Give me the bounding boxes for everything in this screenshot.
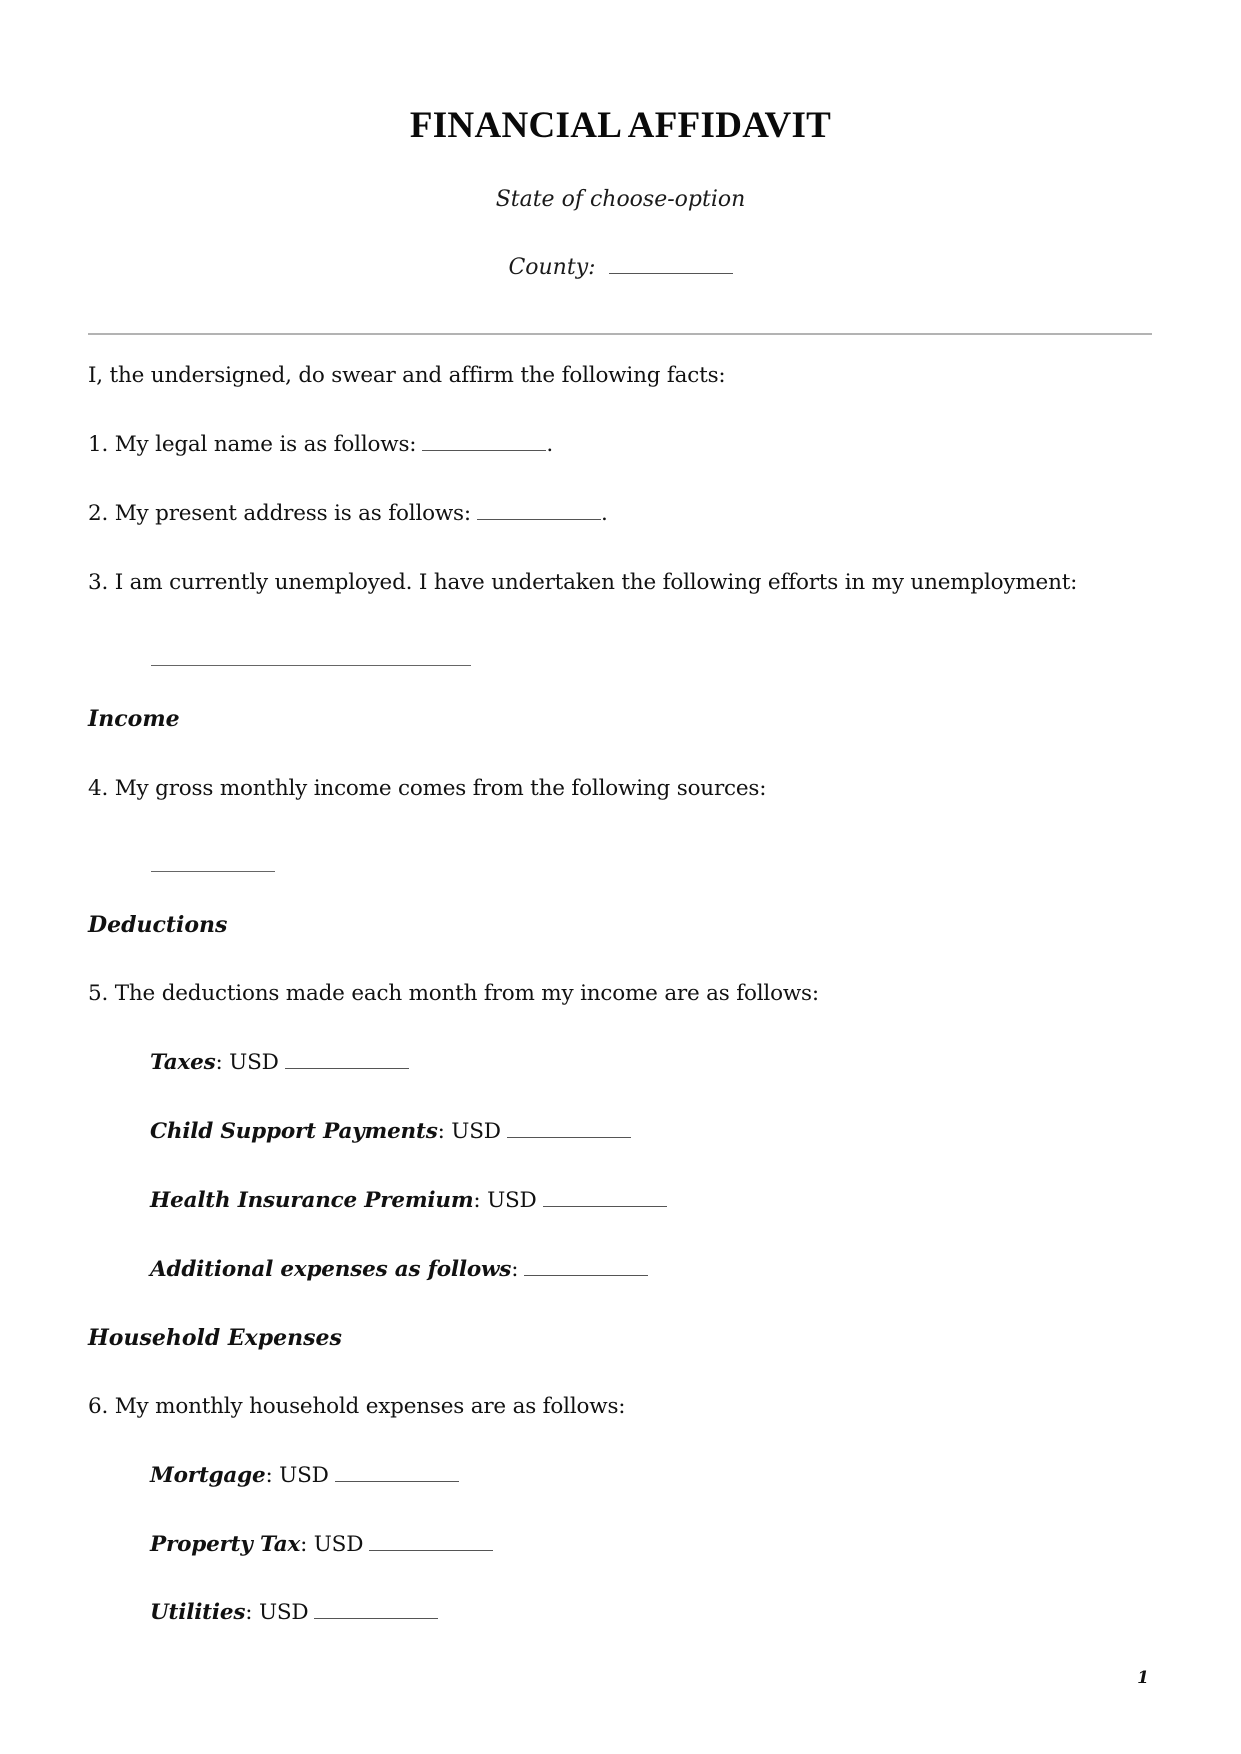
section-heading-deductions: Deductions — [88, 912, 228, 938]
household-property-tax — [150, 1532, 493, 1557]
address-blank[interactable] — [477, 518, 601, 520]
mortgage-blank[interactable] — [335, 1480, 459, 1482]
deduction-label: Child Support Payments — [150, 1119, 438, 1144]
item-deductions: 5. The deductions made each month from my income are as follows: — [88, 981, 819, 1006]
period: . — [600, 501, 608, 526]
item-household: 6. My monthly household expenses are as follows: — [88, 1394, 626, 1419]
child-support-blank[interactable] — [507, 1136, 631, 1138]
period: . — [546, 432, 553, 457]
currency-label: : USD — [245, 1600, 309, 1625]
county-line — [0, 255, 1241, 280]
currency-label: : USD — [300, 1532, 364, 1557]
deduction-taxes — [150, 1050, 409, 1075]
item-legal-name — [88, 432, 553, 457]
household-label: Property Tax — [150, 1532, 301, 1557]
currency-label: : USD — [437, 1119, 501, 1144]
household-label: Mortgage — [150, 1463, 266, 1488]
legal-name-blank[interactable] — [422, 449, 546, 451]
section-heading-household: Household Expenses — [88, 1325, 342, 1351]
page-number: 1 — [1137, 1668, 1149, 1688]
deduction-label: Health Insurance Premium — [150, 1188, 474, 1213]
county-label: County: — [508, 255, 596, 280]
county-blank[interactable] — [609, 272, 733, 274]
item-employment: 3. I am currently unemployed. I have undertaken the following efforts in my unemployment: — [88, 570, 1078, 595]
deduction-label: Taxes — [150, 1050, 216, 1075]
item-legal-name-text: 1. My legal name is as follows: — [88, 432, 417, 457]
currency-label: : USD — [215, 1050, 279, 1075]
item-address-text: 2. My present address is as follows: — [88, 501, 471, 526]
item-address — [88, 501, 608, 526]
intro-statement: I, the undersigned, do swear and affirm the following facts: — [88, 363, 726, 388]
deduction-label: Additional expenses as follows — [150, 1257, 512, 1282]
currency-label: : USD — [473, 1188, 537, 1213]
taxes-blank[interactable] — [285, 1067, 409, 1069]
utilities-blank[interactable] — [314, 1617, 438, 1619]
colon: : — [511, 1257, 519, 1282]
section-heading-income: Income — [88, 706, 180, 732]
health-insurance-blank[interactable] — [543, 1205, 667, 1207]
additional-expenses-blank[interactable] — [524, 1274, 648, 1276]
household-utilities — [150, 1600, 438, 1625]
deduction-additional-expenses — [150, 1257, 648, 1282]
income-sources-blank[interactable] — [151, 871, 275, 872]
item-income: 4. My gross monthly income comes from the following sources: — [88, 776, 767, 801]
document-title: FINANCIAL AFFIDAVIT — [409, 105, 832, 146]
currency-label: : USD — [265, 1463, 329, 1488]
deduction-health-insurance — [150, 1188, 667, 1213]
property-tax-blank[interactable] — [369, 1549, 493, 1551]
state-line: State of choose-option — [495, 187, 746, 212]
employment-efforts-blank[interactable] — [151, 665, 471, 666]
header-divider — [88, 333, 1152, 335]
household-mortgage — [150, 1463, 459, 1488]
household-label: Utilities — [150, 1600, 246, 1625]
deduction-child-support — [150, 1119, 631, 1144]
